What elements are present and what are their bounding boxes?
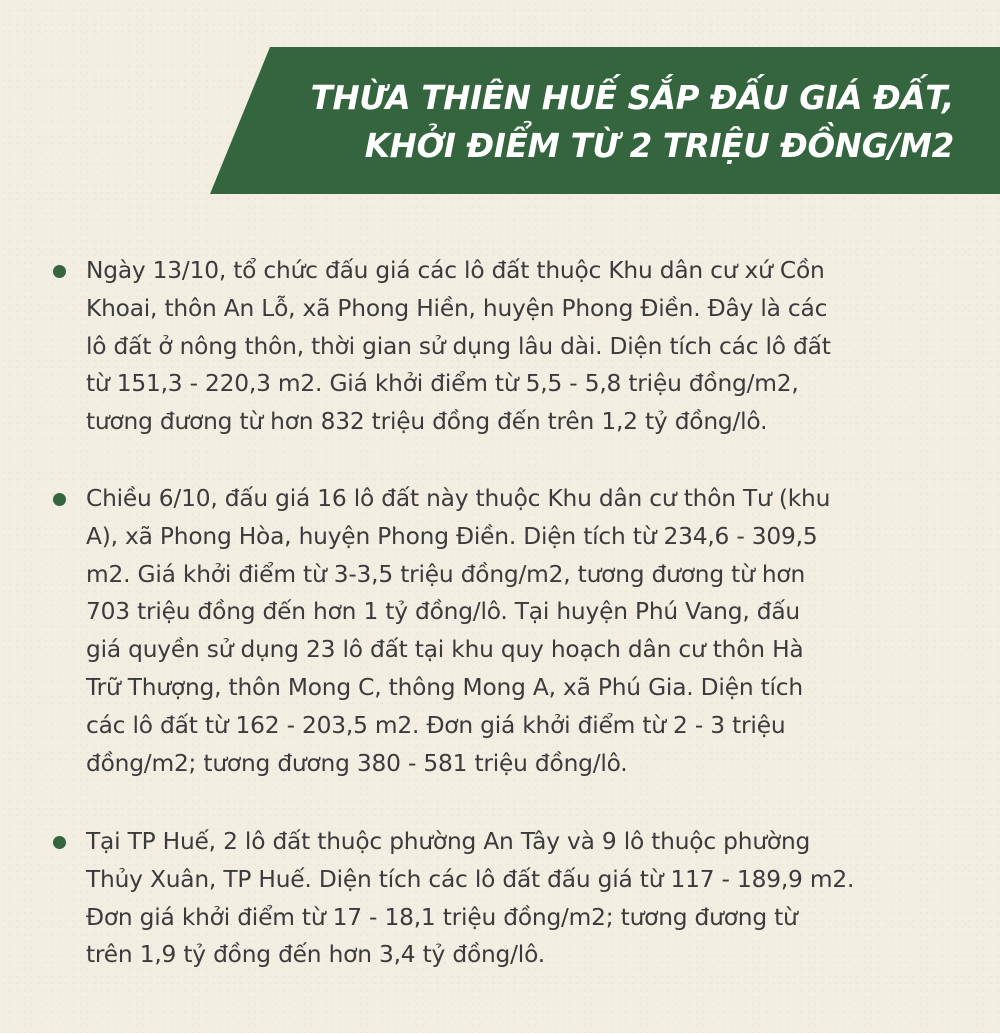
title-line: KHỞI ĐIỂM TỪ 2 TRIỆU ĐỒNG/M2 <box>364 127 954 165</box>
text-line: Tại TP Huế, 2 lô đất thuộc phường An Tây và 9 lô thuộc phường <box>86 828 811 855</box>
paragraph <box>86 480 966 782</box>
text-line: từ 151,3 - 220,3 m2. Giá khởi điểm từ 5,5 - 5,8 triệu đồng/m2, <box>86 370 799 398</box>
paragraph <box>86 252 966 441</box>
page-title <box>234 74 954 170</box>
bullet-dot-icon <box>53 836 66 849</box>
text-line: tương đương từ hơn 832 triệu đồng đến trên 1,2 tỷ đồng/lô. <box>86 408 768 436</box>
text-line: giá quyền sử dụng 23 lô đất tại khu quy hoạch dân cư thôn Hà <box>86 636 804 664</box>
text-line: Khoai, thôn An Lỗ, xã Phong Hiền, huyện Phong Điền. Đây là các <box>86 294 828 322</box>
text-line: Đơn giá khởi điểm từ 17 - 18,1 triệu đồng/m2; tương đương từ <box>86 903 798 931</box>
bullet-dot-icon <box>53 265 66 278</box>
text-line: Thủy Xuân, TP Huế. Diện tích các lô đất đấu giá từ 117 - 189,9 m2. <box>86 865 855 893</box>
text-line: Chiều 6/10, đấu giá 16 lô đất này thuộc Khu dân cư thôn Tư (khu <box>86 485 831 512</box>
text-line: lô đất ở nông thôn, thời gian sử dụng lâu dài. Diện tích các lô đất <box>86 332 831 360</box>
text-line: 703 triệu đồng đến hơn 1 tỷ đồng/lô. Tại huyện Phú Vang, đấu <box>86 598 800 626</box>
text-line: m2. Giá khởi điểm từ 3-3,5 triệu đồng/m2, tương đương từ hơn <box>86 560 806 588</box>
title-line: THỪA THIÊN HUẾ SẮP ĐẤU GIÁ ĐẤT, <box>310 79 954 117</box>
text-line: các lô đất từ 162 - 203,5 m2. Đơn giá khởi điểm từ 2 - 3 triệu <box>86 711 786 739</box>
text-line: A), xã Phong Hòa, huyện Phong Điền. Diện tích từ 234,6 - 309,5 <box>86 522 818 550</box>
paragraph <box>86 823 966 974</box>
bullet-dot-icon <box>53 493 66 506</box>
text-line: đồng/m2; tương đương 380 - 581 triệu đồng/lô. <box>86 749 628 777</box>
text-line: Ngày 13/10, tổ chức đấu giá các lô đất thuộc Khu dân cư xứ Cồn <box>86 257 825 284</box>
text-line: Trữ Thượng, thôn Mong C, thông Mong A, xã Phú Gia. Diện tích <box>86 673 803 701</box>
text-line: trên 1,9 tỷ đồng đến hơn 3,4 tỷ đồng/lô. <box>86 941 545 969</box>
